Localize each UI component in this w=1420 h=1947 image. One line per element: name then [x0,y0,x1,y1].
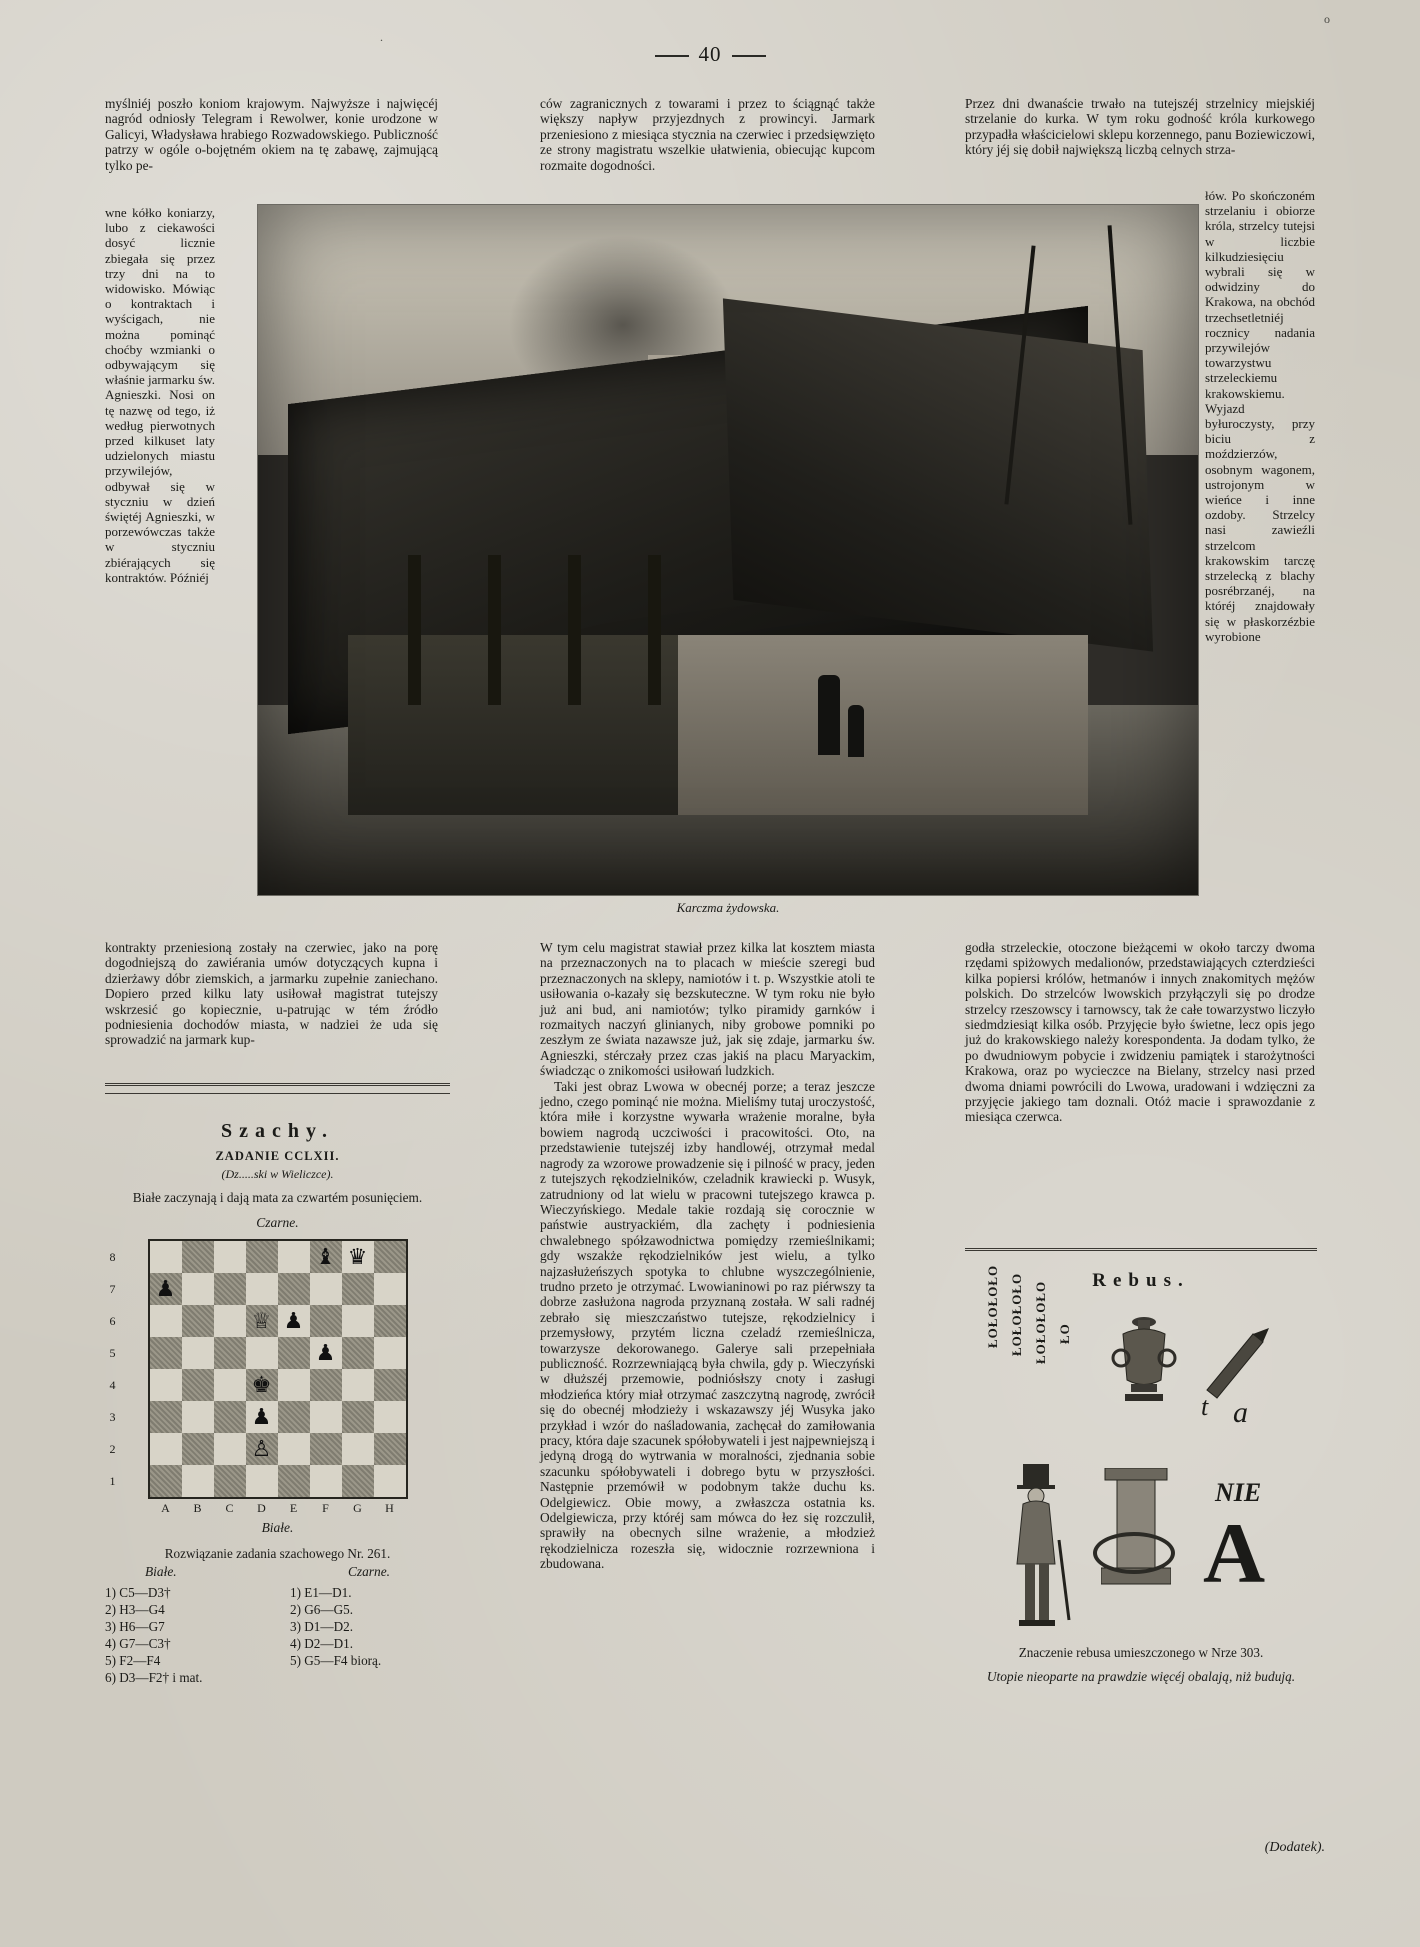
rank-label: 8 [109,1250,116,1264]
divider [965,1248,1317,1251]
rebus-section [965,1264,1317,1685]
rank-label: 1 [109,1474,116,1488]
chess-square-f7[interactable] [310,1273,342,1305]
samovar-icon [1105,1310,1183,1410]
chess-square-h6[interactable] [374,1305,407,1337]
article-column-left-middle [105,940,438,1048]
chess-board[interactable] [148,1239,408,1499]
rank-label: 5 [109,1346,116,1360]
move: 4) G7—C3† [105,1636,171,1651]
article-column-middle-top [540,96,875,173]
chess-square-f3[interactable] [310,1401,342,1433]
chess-square-e7[interactable] [278,1273,310,1305]
chess-solution-title: Rozwiązanie zadania szachowego Nr. 261. [164,1546,391,1561]
rebus-explanation-title: Znaczenie rebusa umieszczonego w Nrze 303. [1018,1645,1264,1660]
chess-square-b3[interactable] [182,1401,214,1433]
paragraph: Taki jest obraz Lwowa w obecnéj porze; a teraz jeszcze jedno, czego pominąć nie można. Mieliśmy tutaj uroczystość, która miłe i korzystne wywarła wrażenie moralne, była bowiem nagrodą uczciwości i pracowitości. Oto, na przedstawienie tutejszéj izby handlowéj, otrzymał medal nagrody za wzorowe prowadzenie się i pilność w pracy, jeden z tutejszych rękodzielników, czeladnik krawiecki p. Wusyk, zatrudniony od lat wielu w pracowni tutejszego krawca p. Wieczyńskiego. Medale takie rozdają się corocznie w państwie austryackiém, dla zachęty i podniesienia chwalebnego spółzawodnictwa pomiędzy rzemieślnikami; gdy wszakże rękodzielników jest wielu, a tylko najzasłużeńszych spotyka to chlubne wyszczególnienie, trudno przeto je otrzymać. Lwowianinowi po raz piérwszy ta dobrze zasłużona nagroda przyznaną została. W sali radnéj zebrało się mieszczaństwo tutejsze, rękodzielnicy i przemysłowy, przytém liczna czeladź rzemieślnicza, towarzysze dekorowanego. Galerye sali przepełniała publiczność. Rozrzewniającą była chwila, gdy p. Wieczyński w dłuższéj przemowie, podniósłszy cnoty i zasługi młodzieńca który miał otrzymać zaszczytną nagrodę, zwrócił się do obecnéj młodzieży i wskazawszy jéj Wusyka jako przykład i wzór do naśladowania, zachęcał do zamiłowania pracy, która daje szacunek spółobywateli i jest najpewniejszą i jedyną drogą do wytrwania w moralności, zjednania sobie szacunku spółobywateli i dobrego bytu w przyszłości. Następnie przemówił w podobnym także duchu ks. Odelgiewicz. Obie mowy, a zwłaszcza ostatnia ks. Odelgiewicza, przy któréj sam mówca do łez się rozczulił, sprawiły na obecnych silne wrażenie, a młodzież rękodzielnicza rozeszła się, widocznie rozrzewniona i zbudowana. [540,1078,875,1572]
file-label: E [289,1501,298,1515]
chess-square-c7[interactable] [214,1273,246,1305]
chess-square-a5[interactable] [149,1337,182,1369]
chess-square-d1[interactable] [246,1465,278,1498]
chess-square-g7[interactable] [342,1273,374,1305]
chess-square-f1[interactable] [310,1465,342,1498]
chess-square-h7[interactable] [374,1273,407,1305]
paragraph: kontrakty przeniesioną zostały na czerwiec, jako na porę dogodniejszą do zawiérania umów dotyczących kupna i dzierżawy dóbr ziemskich, a jarmarku zupełnie zaniechano. Dopiero przed kilku laty usiłował magistrat tutejszy wskrzesić go kopiecznie, u-patrując w tém źródło podniesienia dochodów miasta, w nadziei że uda się sprowadzić na jarmark kup- [105,940,438,1048]
move: 1) E1—D1. [290,1585,352,1600]
chess-square-f5[interactable]: ♟ [310,1337,342,1369]
chess-square-c5[interactable] [214,1337,246,1369]
rebus-letters-nie: NIE [1215,1478,1262,1507]
chess-square-d8[interactable] [246,1240,278,1273]
chess-square-h3[interactable] [374,1401,407,1433]
chess-square-f2[interactable] [310,1433,342,1465]
chess-square-h2[interactable] [374,1433,407,1465]
paragraph: godła strzeleckie, otoczone bieżącemi w około tarczy dwoma rzędami spiżowych medalionów, przedstawiających czterdzieści kilka popiersi królów, hetmanów i innych znakomitych mężów polskich. Do strzelców lwowskich przyłączyli się po drodze strzelcy rzeszowscy i tarnowscy, tak że całe towarzystwo liczyło siedmdziesiąt kilka osób. Przyjęcie było świetne, lecz opis jego już do krakowskiego należy korespondenta. Ja dodam tylko, że po dwudniowym pobycie i zwidzeniu pamiątek i starożytności Krakowa, oraz po wycieczce na Bielany, strzelcy nasi przed dwoma dniami powrócili do Lwowa, uradowani i wdzięczni za przyjęcie jakiego tam doznali. Otóż macie i sprawozdanie z miesiąca czerwca. [965,940,1315,1125]
ring-icon [1093,1532,1175,1574]
chess-solution-headers [105,1564,450,1580]
move: 5) F2—F4 [105,1653,161,1668]
article-column-right-middle [965,940,1315,1125]
rank-label: 3 [109,1410,116,1424]
divider [105,1093,450,1094]
rebus-colo-text: ŁOŁOŁOŁO [985,1264,1000,1348]
black-move-list [290,1584,381,1686]
chess-square-d3[interactable]: ♟ [246,1401,278,1433]
chess-square-a6[interactable] [149,1305,182,1337]
solution-header-white: Białe. [145,1564,177,1579]
chess-square-e1[interactable] [278,1465,310,1498]
chess-square-g8[interactable]: ♛ [342,1240,374,1273]
chess-solution-moves [105,1584,450,1686]
solution-header-black: Czarne. [347,1564,390,1579]
chess-rank [149,1273,407,1305]
chess-square-g2[interactable] [342,1433,374,1465]
chess-square-c2[interactable] [214,1433,246,1465]
chess-square-g6[interactable] [342,1305,374,1337]
chess-square-c3[interactable] [214,1401,246,1433]
chess-rank-labels [110,1241,116,1497]
chess-square-e4[interactable] [278,1369,310,1401]
chess-label-white: Białe. [261,1520,294,1535]
rebus-colo-text: ŁOŁOŁOŁO [1033,1280,1048,1364]
chess-square-b6[interactable] [182,1305,214,1337]
rank-label: 6 [109,1314,116,1328]
article-column-left-narrow [105,205,215,585]
chess-square-e5[interactable] [278,1337,310,1369]
move: 2) G6—G5. [290,1602,354,1617]
paragraph: W tym celu magistrat stawiał przez kilka lat kosztem miasta na przeznaczonych na to placach w mieście szeregi bud przeznaczonych na sklepy, namiotów i t. p. Wszystkie atoli te usiłowania o-kazały się bezskuteczne. W tym roku nie było już ani bud, ani namiotów; tylko piramidy garnków i rozmaitych naczyń glinianych, niby grobowe pomniki po zeszłym ze świata nazawsze już, jak się zdaje, jarmarku św. Agnieszki, stérczały przez czas jakiś na placu Maryackim, świadcząc o znikomości usiłowań ludzkich. [540,940,875,1079]
chess-square-g1[interactable] [342,1465,374,1498]
paragraph: wne kółko koniarzy, lubo z ciekawości dosyć licznie zbiegała się przez trzy dni na to widowisko. Mówiąc o kontraktach i wyścigach, nie można pominąć choćby wzmianki o odbywającym się właśnie jarmarku św. Agnieszki. Nosi on tę nazwę od tego, iż według pierwotnych przed kilkuset laty udzielonych miastu przywilejów, odbywał się w styczniu w dzień świętéj Agnieszki, w porzewówczas także w styczniu zbiérających się kontraktów. Późniéj [105,205,215,585]
chess-square-c8[interactable] [214,1240,246,1273]
chess-label-black: Czarne. [256,1215,299,1230]
move: 4) D2—D1. [290,1636,354,1651]
file-label: F [322,1501,329,1515]
paragraph: łów. Po skończoném strzelaniu i obiorze króla, strzelcy tutejsi w liczbie kilkudziesięciu wybrali się w odwidziny do Krakowa, na obchód trzechsetletniéj rocznicy nadania przywilejów towarzystwu strzeleckiemu krakowskiemu. Wyjazd byłuroczysty, przy biciu z moździerzów, osobnym wagonem, ustrojonym w wieńce i inne ozdoby. Strzelcy nasi zawieźli strzelcom krakowskim tarczę strzelecką z blachy posrébrzanéj, na któréj znajdowały się w płaskorzézbie wyrobione [1205,188,1315,644]
chess-square-d6[interactable]: ♕ [246,1305,278,1337]
chess-square-b2[interactable] [182,1433,214,1465]
chess-board-wrapper [109,1239,428,1516]
chess-square-a3[interactable] [149,1401,182,1433]
chess-square-e2[interactable] [278,1433,310,1465]
page-number-rule-left [655,55,689,57]
chess-problem-number: ZADANIE CCLXII. [215,1149,340,1163]
chess-square-a4[interactable] [149,1369,182,1401]
article-column-left-top [105,96,438,173]
chess-square-e3[interactable] [278,1401,310,1433]
chess-square-e6[interactable]: ♟ [278,1305,310,1337]
chess-author: (Dz.....ski w Wieliczce). [221,1167,334,1181]
page-number [0,42,1420,67]
move: 6) D3—F2† i mat. [105,1670,203,1685]
chess-square-f8[interactable]: ♝ [310,1240,342,1273]
rank-label: 4 [109,1378,116,1392]
article-column-center-middle [540,940,875,1572]
chess-instruction: Białe zaczynają i dają mata za czwartém posunięciem. [132,1190,423,1205]
move: 1) C5—D3† [105,1585,171,1600]
chess-square-b7[interactable] [182,1273,214,1305]
chess-square-a7[interactable]: ♟ [149,1273,182,1305]
rebus-letter-t: t [1201,1392,1209,1421]
chess-square-b8[interactable] [182,1240,214,1273]
chess-square-c6[interactable] [214,1305,246,1337]
paper-mark-right: o [1324,12,1330,26]
rebus-letter-a: A [1203,1505,1266,1601]
file-label: B [193,1501,202,1515]
article-column-right-top [965,96,1315,158]
move: 3) D1—D2. [290,1619,354,1634]
file-label: C [225,1501,234,1515]
move: 3) H6—G7 [105,1619,165,1634]
chess-square-b1[interactable] [182,1465,214,1498]
article-column-right-narrow [1205,188,1315,644]
chess-section [105,1120,450,1686]
rebus-colo-text: ŁOŁOŁOŁO [1009,1272,1024,1356]
chess-square-d5[interactable] [246,1337,278,1369]
chess-square-c4[interactable] [214,1369,246,1401]
chess-square-b5[interactable] [182,1337,214,1369]
chess-square-c1[interactable] [214,1465,246,1498]
chess-file-labels [150,1501,406,1516]
chess-square-b4[interactable] [182,1369,214,1401]
chess-square-h4[interactable] [374,1369,407,1401]
paragraph: ców zagranicznych z towarami i przez to ściągnąć także większy napływ przyjezdnych z prowincyi. Jarmark przeniesiono z miesiąca stycznia na czerwiec i przedsięwzięto ze strony magistratu wszelkie ułatwienia, obiecując kupcom rozmaite dogodności. [540,96,875,173]
illustration-caption: Karczma żydowska. [676,900,780,915]
chess-square-d7[interactable] [246,1273,278,1305]
chess-rank [149,1240,407,1273]
divider [105,1083,450,1086]
move: 2) H3—G4 [105,1602,165,1617]
paper-mark-left: . [380,30,383,44]
chess-rank [149,1337,407,1369]
chess-square-h8[interactable] [374,1240,407,1273]
paragraph: myślniéj poszło koniom krajowym. Najwyższe i najwięcéj nagród odniosły Telegram i Rewolwer, konie urodzone w Galicyi, Władysława hrabiego Rozwadowskiego. Publiczność patrzy w ogóle o-bojętném okiem na tę zabawę, zajmującą tylko pe- [105,96,438,173]
paragraph: Przez dni dwanaście trwało na tutejszéj strzelnicy miejskiéj strzelanie do kurka. W tym roku godność króla kurkowego przypadła właścicielowi sklepu korzennego, panu Boziewiczowi, który jéj się dobił największą liczbą celnych strza- [965,96,1315,158]
chess-square-a1[interactable] [149,1465,182,1498]
chess-rank [149,1465,407,1498]
chess-square-d2[interactable]: ♙ [246,1433,278,1465]
chess-square-h5[interactable] [374,1337,407,1369]
chess-square-f4[interactable] [310,1369,342,1401]
pen-nib-icon [1197,1320,1277,1400]
chess-square-e8[interactable] [278,1240,310,1273]
white-move-list [105,1584,290,1686]
chess-rank [149,1433,407,1465]
chess-square-a2[interactable] [149,1433,182,1465]
file-label: G [353,1501,362,1515]
rank-label: 2 [109,1442,116,1456]
chess-square-h1[interactable] [374,1465,407,1498]
man-figure-icon [993,1460,1083,1630]
move: 5) G5—F4 biorą. [290,1653,382,1668]
chess-square-g3[interactable] [342,1401,374,1433]
rank-label: 7 [109,1282,116,1296]
page-number-value: 40 [698,42,722,66]
chess-square-g4[interactable] [342,1369,374,1401]
rebus-colo-text: ŁO [1057,1323,1072,1344]
rebus-explanation-text: Utopie nieoparte na prawdzie więcéj obalają, niż budują. [986,1669,1296,1684]
rebus-letter-a-small: a [1233,1396,1248,1429]
chess-square-g5[interactable] [342,1337,374,1369]
illustration-vignette [258,205,1198,895]
chess-square-a8[interactable] [149,1240,182,1273]
file-label: H [385,1501,394,1515]
chess-rank [149,1369,407,1401]
chess-title: Szachy. [221,1120,334,1142]
rebus-title: Rebus. [1092,1270,1190,1291]
illustration-jewish-inn [258,205,1198,895]
chess-rank [149,1401,407,1433]
file-label: D [257,1501,266,1515]
chess-square-f6[interactable] [310,1305,342,1337]
page-footer-note: (Dodatek). [1264,1840,1325,1855]
file-label: A [161,1501,170,1515]
chess-square-d4[interactable]: ♚ [246,1369,278,1401]
page-number-rule-right [732,55,766,57]
chess-rank [149,1305,407,1337]
